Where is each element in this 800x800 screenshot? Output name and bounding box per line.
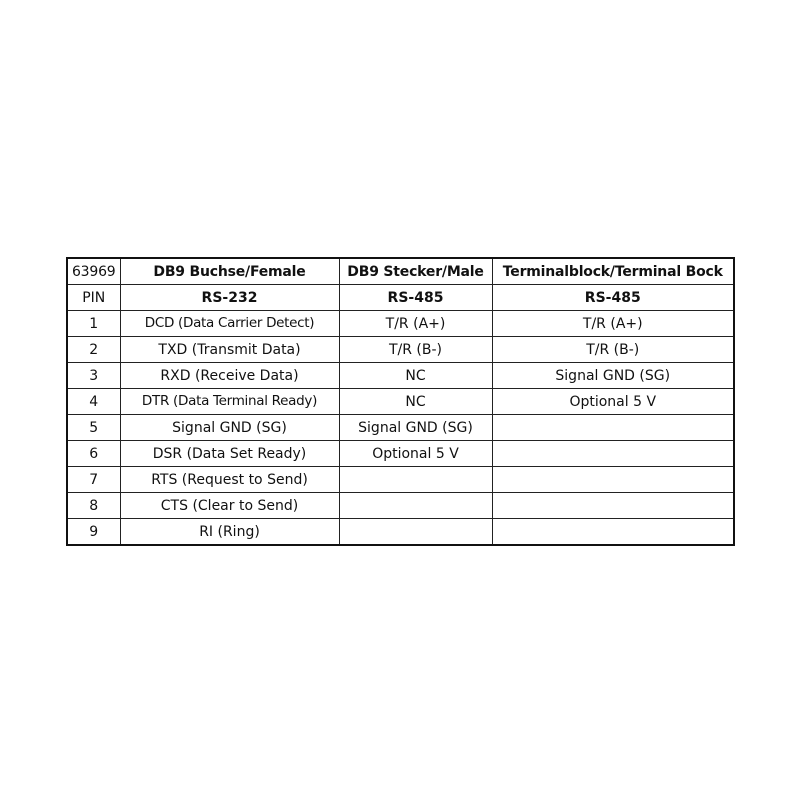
female-signal: RI (Ring) [120,519,339,546]
table-row [67,337,734,363]
terminal-signal: T/R (B-) [492,337,734,363]
male-signal: NC [339,389,492,415]
table-row [67,519,734,546]
table-row [67,311,734,337]
male-signal: T/R (B-) [339,337,492,363]
female-signal: DSR (Data Set Ready) [120,441,339,467]
terminal-signal: Optional 5 V [492,389,734,415]
table-row [67,415,734,441]
table-row [67,441,734,467]
protocol-label-female: RS-232 [120,285,339,311]
col-header-db9-female: DB9 Buchse/Female [120,258,339,285]
female-signal: DTR (Data Terminal Ready) [120,389,339,415]
pinout-table [66,257,735,546]
male-signal: NC [339,363,492,389]
terminal-signal: T/R (A+) [492,311,734,337]
pin-number: 1 [67,311,120,337]
female-signal: RXD (Receive Data) [120,363,339,389]
terminal-signal [492,441,734,467]
pin-number: 9 [67,519,120,546]
terminal-signal [492,467,734,493]
pin-number: 7 [67,467,120,493]
pin-column-label: PIN [67,285,120,311]
pin-number: 6 [67,441,120,467]
female-signal: DCD (Data Carrier Detect) [120,311,339,337]
pin-number: 2 [67,337,120,363]
col-header-terminal-block: Terminalblock/Terminal Bock [492,258,734,285]
male-signal [339,493,492,519]
pin-number: 4 [67,389,120,415]
pin-number: 8 [67,493,120,519]
table-subheader-row [67,285,734,311]
protocol-label-male: RS-485 [339,285,492,311]
male-signal: T/R (A+) [339,311,492,337]
pin-number: 5 [67,415,120,441]
protocol-label-terminal: RS-485 [492,285,734,311]
terminal-signal: Signal GND (SG) [492,363,734,389]
table-row [67,467,734,493]
female-signal: RTS (Request to Send) [120,467,339,493]
male-signal [339,519,492,546]
table-header-row [67,258,734,285]
female-signal: CTS (Clear to Send) [120,493,339,519]
col-header-db9-male: DB9 Stecker/Male [339,258,492,285]
pin-number: 3 [67,363,120,389]
male-signal: Signal GND (SG) [339,415,492,441]
terminal-signal [492,493,734,519]
table-row [67,493,734,519]
female-signal: TXD (Transmit Data) [120,337,339,363]
male-signal [339,467,492,493]
table-row [67,363,734,389]
article-number: 63969 [67,258,120,285]
female-signal: Signal GND (SG) [120,415,339,441]
table-row [67,389,734,415]
male-signal: Optional 5 V [339,441,492,467]
terminal-signal [492,519,734,546]
terminal-signal [492,415,734,441]
